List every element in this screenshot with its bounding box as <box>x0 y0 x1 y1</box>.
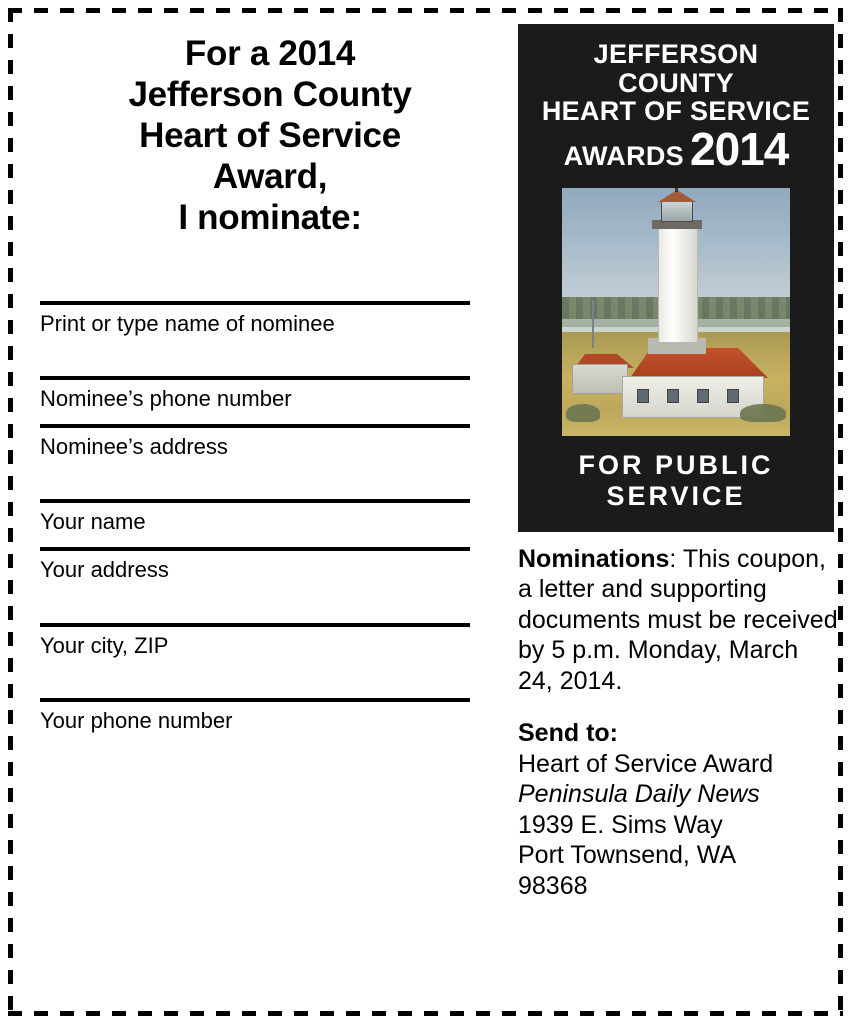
cut-border-left <box>8 8 13 1016</box>
headline-line-4: Award, <box>212 156 328 196</box>
photo-annex <box>572 364 628 394</box>
poster-title-line-3: AWARDS <box>563 140 684 171</box>
headline-line-1: For a 2014 <box>184 34 356 73</box>
field-label: Print or type name of nominee <box>40 310 335 336</box>
nominations-label: Nominations <box>518 544 670 573</box>
cut-border-top <box>8 8 843 13</box>
field-nominee-phone[interactable] <box>40 376 500 411</box>
field-label: Nominee’s phone number <box>40 385 292 411</box>
nominations-colon: : <box>669 544 677 573</box>
field-nominee-address[interactable] <box>40 424 500 459</box>
field-your-address[interactable] <box>40 547 500 582</box>
instructions <box>518 544 838 902</box>
photo-window <box>637 389 649 403</box>
poster-subtitle <box>532 450 820 512</box>
photo-window <box>727 389 739 403</box>
send-to-line-1: Heart of Service Award <box>518 749 774 778</box>
photo-finial <box>675 188 678 192</box>
field-label: Your name <box>40 509 146 535</box>
field-label: Your city, ZIP <box>40 632 169 658</box>
poster-title <box>532 39 820 175</box>
field-label: Nominee’s address <box>40 434 228 460</box>
photo-window <box>697 389 709 403</box>
headline-line-5: I nominate: <box>178 197 362 237</box>
headline-line-3: Heart of Service <box>139 115 401 155</box>
field-label: Your address <box>40 557 169 583</box>
poster-title-line-2: HEART OF SERVICE <box>541 96 811 127</box>
nominations-block <box>518 544 838 697</box>
photo-lantern-room <box>661 200 693 222</box>
awards-poster <box>518 24 834 532</box>
poster-subtitle-line-1: FOR PUBLIC <box>578 449 774 480</box>
send-to-label: Send to: <box>518 719 618 748</box>
photo-shrub <box>740 404 786 422</box>
cut-border-right <box>838 8 843 1016</box>
nominations-text: This coupon, a letter and supporting documents must be received by 5 p.m. Monday, March 24, 2014. <box>518 544 838 695</box>
send-to-block <box>518 718 838 901</box>
coupon-headline <box>40 34 500 239</box>
form-column <box>40 24 510 759</box>
field-your-phone[interactable] <box>40 698 500 733</box>
poster-title-line-1: JEFFERSON COUNTY <box>593 39 759 98</box>
field-your-name[interactable] <box>40 499 500 534</box>
send-to-line-2: Peninsula Daily News <box>518 780 760 809</box>
photo-shrub <box>566 404 600 422</box>
send-to-line-3: 1939 E. Sims Way <box>518 810 723 839</box>
cut-border-bottom <box>8 1011 843 1016</box>
nominations-paragraph <box>518 544 838 697</box>
send-to-line-4: Port Townsend, WA <box>518 841 737 870</box>
photo-window <box>667 389 679 403</box>
field-your-city-zip[interactable] <box>40 623 500 658</box>
info-column <box>510 24 838 923</box>
write-in-fields <box>40 301 500 733</box>
poster-subtitle-line-2: SERVICE <box>606 480 746 511</box>
field-nominee-name[interactable] <box>40 301 500 336</box>
field-label: Your phone number <box>40 707 233 733</box>
send-to-line-5: 98368 <box>518 871 588 900</box>
headline-line-2: Jefferson County <box>128 74 412 114</box>
photo-pole <box>592 300 594 348</box>
point-wilson-lighthouse-photo <box>562 188 790 436</box>
poster-year: 2014 <box>689 122 789 175</box>
photo-lighthouse-tower <box>658 224 698 342</box>
